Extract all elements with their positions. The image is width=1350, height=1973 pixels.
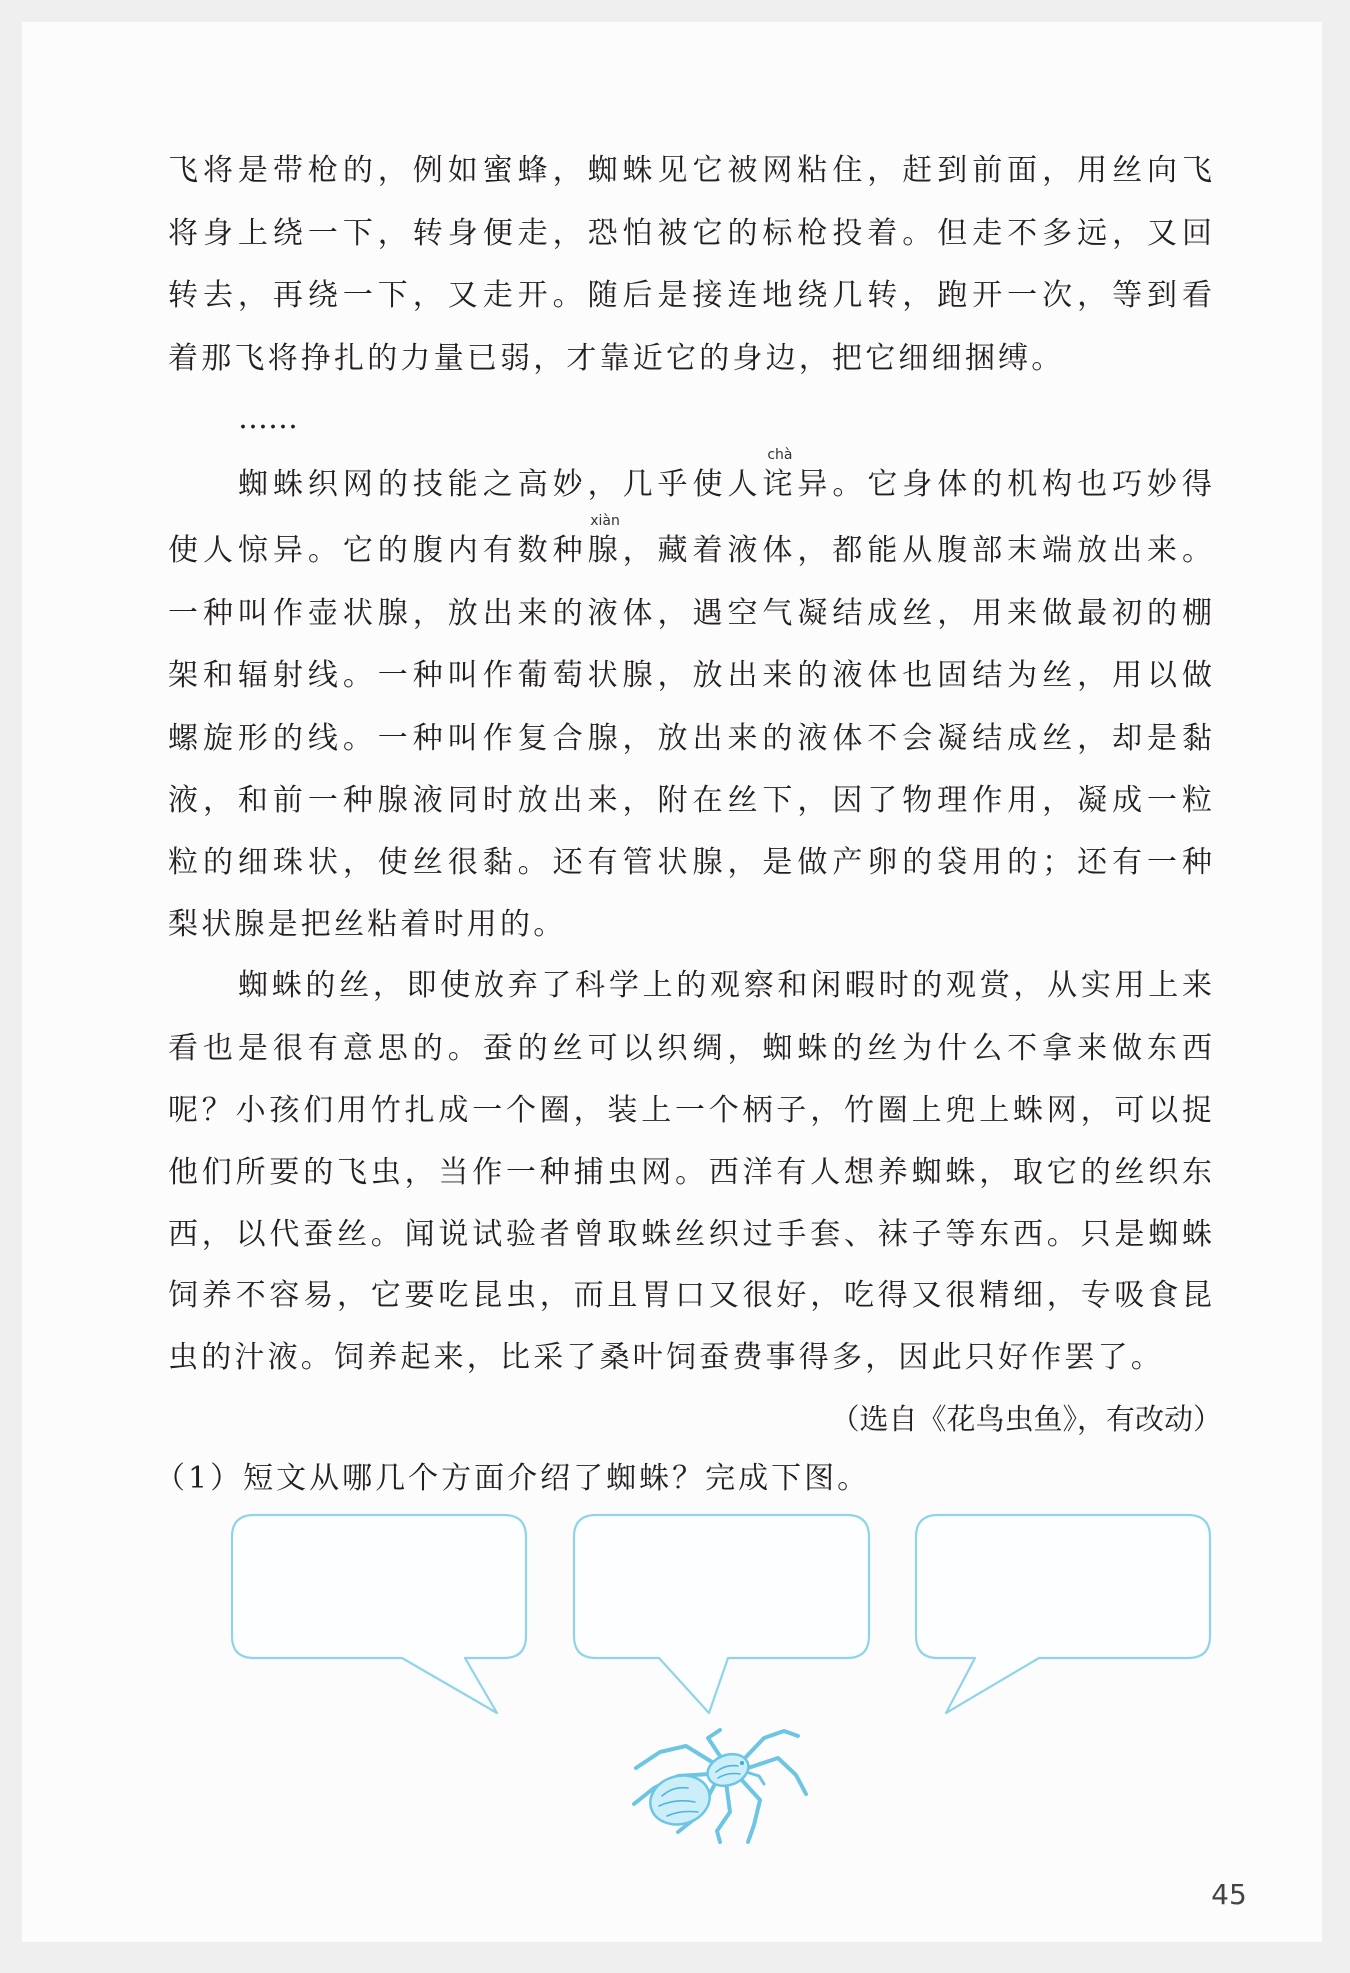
text-segment: 使人惊异。它的腹内有数种	[168, 533, 588, 568]
para1-line-4: 着那飞将挣扎的力量已弱，才靠近它的身边，把它细细捆缚。	[168, 341, 1065, 376]
para3-line-1: 蜘蛛的丝，即使放弃了科学上的观察和闲暇时的观赏，从实用上来	[238, 968, 1212, 1003]
answer-bubble-2	[574, 1515, 869, 1713]
text-segment: 蜘蛛织网的技能之高妙，几乎使人	[238, 467, 763, 502]
para3-line-5: 西，以代蚕丝。闻说试验者曾取蛛丝织过手套、袜子等东西。只是蜘蛛	[168, 1217, 1212, 1252]
pinyin-annotation: xiàn	[590, 513, 620, 529]
spider-leg	[708, 1730, 720, 1756]
para2-line-5: 螺旋形的线。一种叫作复合腺，放出来的液体不会凝结成丝，却是黏	[168, 721, 1212, 756]
answer-bubbles	[0, 1490, 1350, 1730]
spider-eye	[740, 1761, 744, 1765]
para3-line-3: 呢？小孩们用竹扎成一个圈，装上一个柄子，竹圈上兜上蛛网，可以捉	[168, 1093, 1212, 1128]
para2-line-3: 一种叫作壶状腺，放出来的液体，遇空气凝结成丝，用来做最初的棚	[168, 596, 1212, 631]
para3-line-6: 饲养不容易，它要吃昆虫，而且胃口又很好，吃得又很精细，专吸食昆	[168, 1278, 1212, 1313]
para3-line-7: 虫的汁液。饲养起来，比采了桑叶饲蚕费事得多，因此只好作罢了。	[168, 1340, 1164, 1375]
answer-bubble-1	[232, 1515, 526, 1713]
text-segment: ，藏着液体，都能从腹部末端放出来。	[622, 533, 1213, 568]
para2-line-4: 架和辐射线。一种叫作葡萄状腺，放出来的液体也固结为丝，用以做	[168, 658, 1212, 693]
answer-bubble-3	[916, 1515, 1210, 1713]
annotated-char-text: 腺	[587, 533, 623, 568]
para1-line-2: 将身上绕一下，转身便走，恐怕被它的标枪投着。但走不多远，又回	[168, 216, 1212, 251]
question-text: （1）短文从哪几个方面介绍了蜘蛛？完成下图。	[155, 1461, 871, 1496]
page-number: 45	[1211, 1878, 1247, 1911]
source-attribution: （选自《花鸟虫鱼》，有改动）	[830, 1402, 1222, 1436]
text-segment: 异。它身体的机构也巧妙得	[797, 467, 1213, 502]
para2-line-1	[238, 447, 1213, 505]
annotated-char	[762, 447, 798, 502]
annotated-char-text: 诧	[762, 467, 798, 502]
para2-line-8: 梨状腺是把丝粘着时用的。	[168, 907, 567, 942]
para1-line-3: 转去，再绕一下，又走开。随后是接连地绕几转，跑开一次，等到看	[168, 278, 1212, 313]
spider-pedipalp	[746, 1772, 764, 1784]
omission-ellipsis: ……	[238, 401, 298, 436]
para3-line-4: 他们所要的飞虫，当作一种捕虫网。西洋有人想养蜘蛛，取它的丝织东	[168, 1155, 1212, 1190]
para1-line-1: 飞将是带枪的，例如蜜蜂，蜘蛛见它被网粘住，赶到前面，用丝向飞	[168, 153, 1212, 188]
spider-leg	[740, 1778, 760, 1842]
para2-line-6: 液，和前一种腺液同时放出来，附在丝下，因了物理作用，凝成一粒	[168, 783, 1212, 818]
para2-line-2	[168, 513, 1213, 571]
annotated-char	[587, 513, 623, 568]
para2-line-7: 粒的细珠状，使丝很黏。还有管状腺，是做产卵的袋用的；还有一种	[168, 845, 1212, 880]
spider-leg	[744, 1731, 798, 1759]
pinyin-annotation: chà	[767, 447, 793, 463]
para3-line-2: 看也是很有意思的。蚕的丝可以织绸，蜘蛛的丝为什么不拿来做东西	[168, 1031, 1212, 1066]
spider-leg	[717, 1782, 730, 1842]
spider-icon	[628, 1726, 814, 1852]
spider-leg	[636, 1746, 712, 1768]
